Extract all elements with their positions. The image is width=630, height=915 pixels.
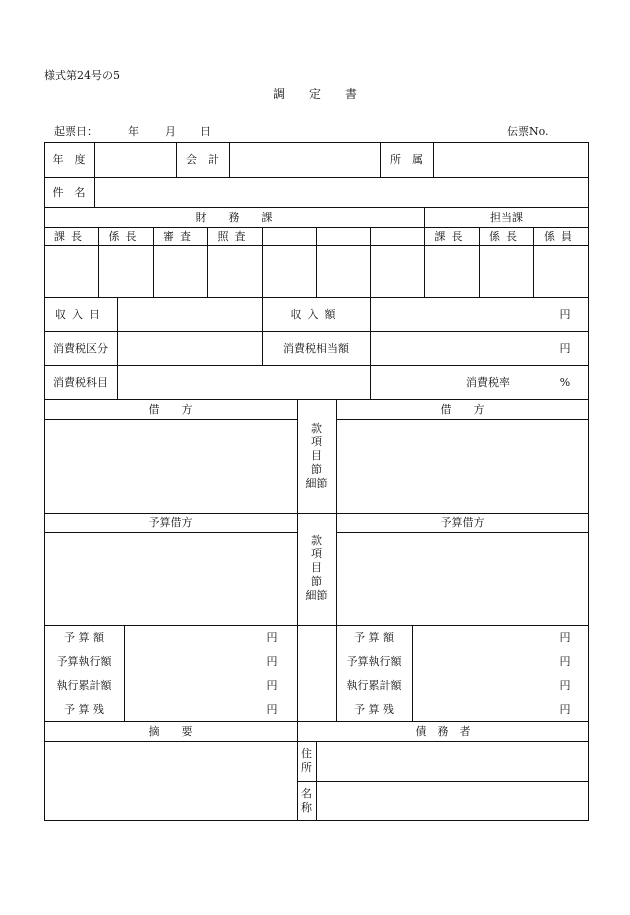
budget-executed-label-left: 予算執行額 xyxy=(56,654,112,668)
address-field[interactable] xyxy=(317,742,588,780)
budget-yen: 円 xyxy=(266,654,278,668)
budget-debit-right-field[interactable] xyxy=(337,533,588,624)
tax-rate-percent: % xyxy=(559,375,571,389)
budget-values-left-field[interactable] xyxy=(125,626,263,720)
tax-item-field[interactable] xyxy=(118,366,369,398)
debit-right-field[interactable] xyxy=(337,420,588,512)
budget-amount-label-right: 予 算 額 xyxy=(354,630,394,644)
stamp-box[interactable] xyxy=(45,246,97,296)
voucher-number-label: 伝票No. xyxy=(507,125,549,138)
budget-yen: 円 xyxy=(559,630,571,644)
summary-header: 摘 要 xyxy=(148,724,193,738)
budget-account-levels-label: 款 項 目 節 細節 xyxy=(305,533,328,602)
affiliation-label: 所 属 xyxy=(390,153,423,166)
budget-yen: 円 xyxy=(266,678,278,692)
tax-equivalent-field[interactable] xyxy=(371,332,561,364)
finance-col-section-chief: 課長 xyxy=(54,229,88,243)
budget-yen: 円 xyxy=(559,702,571,716)
budget-debit-left-field[interactable] xyxy=(45,533,296,624)
stamp-box[interactable] xyxy=(99,246,152,296)
stamp-box[interactable] xyxy=(263,246,315,296)
stamp-box[interactable] xyxy=(425,246,478,296)
budget-executed-label-right: 予算執行額 xyxy=(346,654,402,668)
finance-col-check: 照査 xyxy=(217,229,252,243)
stamp-box[interactable] xyxy=(371,246,423,296)
responsible-col-staff: 係員 xyxy=(544,229,578,243)
responsible-dept-header: 担当課 xyxy=(490,210,523,224)
stamp-box[interactable] xyxy=(154,246,206,296)
name-field[interactable] xyxy=(317,782,588,820)
budget-remaining-label-right: 予 算 残 xyxy=(354,702,394,716)
budget-remaining-label-left: 予 算 残 xyxy=(64,702,104,716)
fiscal-year-label: 年 度 xyxy=(52,153,86,166)
budget-debit-left-header: 予算借方 xyxy=(148,516,193,529)
stamp-box[interactable] xyxy=(480,246,532,296)
budget-values-right-field[interactable] xyxy=(413,626,556,720)
issue-date-label: 起票日： xyxy=(54,125,98,138)
finance-col-review: 審査 xyxy=(163,229,197,243)
revenue-amount-yen: 円 xyxy=(559,307,571,321)
stamp-box[interactable] xyxy=(534,246,588,296)
debtor-header: 債 務 者 xyxy=(415,724,471,738)
issue-day-label: 日 xyxy=(200,125,211,138)
tax-rate-label: 消費税率 xyxy=(466,375,510,389)
tax-equivalent-label: 消費税相当額 xyxy=(283,341,349,355)
subject-field[interactable] xyxy=(95,178,588,206)
responsible-col-section-chief: 課長 xyxy=(434,229,469,243)
finance-col-subsection-chief: 係長 xyxy=(108,229,143,243)
address-label: 住 所 xyxy=(301,747,312,774)
revenue-date-label: 収入日 xyxy=(55,307,106,321)
issue-month-label: 月 xyxy=(165,125,176,138)
accounting-label: 会 計 xyxy=(186,153,219,166)
name-label: 名 称 xyxy=(301,787,312,814)
accounting-field[interactable] xyxy=(230,143,379,176)
execution-cumulative-label-right: 執行累計額 xyxy=(346,678,402,692)
stamp-box[interactable] xyxy=(208,246,261,296)
debit-left-field[interactable] xyxy=(45,420,296,512)
tax-item-label: 消費税科目 xyxy=(53,375,108,389)
form-number: 様式第24号の5 xyxy=(44,69,120,82)
issue-year-label: 年 xyxy=(128,125,139,138)
budget-yen: 円 xyxy=(266,630,278,644)
tax-category-field[interactable] xyxy=(118,332,261,364)
revenue-amount-label: 収入額 xyxy=(290,307,342,321)
tax-category-label: 消費税区分 xyxy=(53,341,108,355)
revenue-date-field[interactable] xyxy=(118,298,261,330)
summary-field[interactable] xyxy=(45,742,296,820)
finance-dept-header: 財 務 課 xyxy=(195,210,273,224)
responsible-col-subsection-chief: 係長 xyxy=(489,229,523,243)
subject-label: 件 名 xyxy=(52,185,86,199)
fiscal-year-field[interactable] xyxy=(95,143,175,176)
budget-amount-label-left: 予 算 額 xyxy=(64,630,104,644)
debit-left-header: 借 方 xyxy=(148,402,193,416)
debit-right-header: 借 方 xyxy=(440,402,485,416)
budget-debit-right-header: 予算借方 xyxy=(440,516,485,529)
document-title: 調 定 書 xyxy=(272,87,357,101)
budget-yen: 円 xyxy=(559,654,571,668)
stamp-box[interactable] xyxy=(317,246,369,296)
revenue-amount-field[interactable] xyxy=(371,298,561,330)
execution-cumulative-label-left: 執行累計額 xyxy=(56,678,112,692)
affiliation-field[interactable] xyxy=(434,143,588,176)
tax-equivalent-yen: 円 xyxy=(559,341,571,355)
budget-yen: 円 xyxy=(559,678,571,692)
budget-yen: 円 xyxy=(266,702,278,716)
account-levels-label: 款 項 目 節 細節 xyxy=(305,421,328,490)
